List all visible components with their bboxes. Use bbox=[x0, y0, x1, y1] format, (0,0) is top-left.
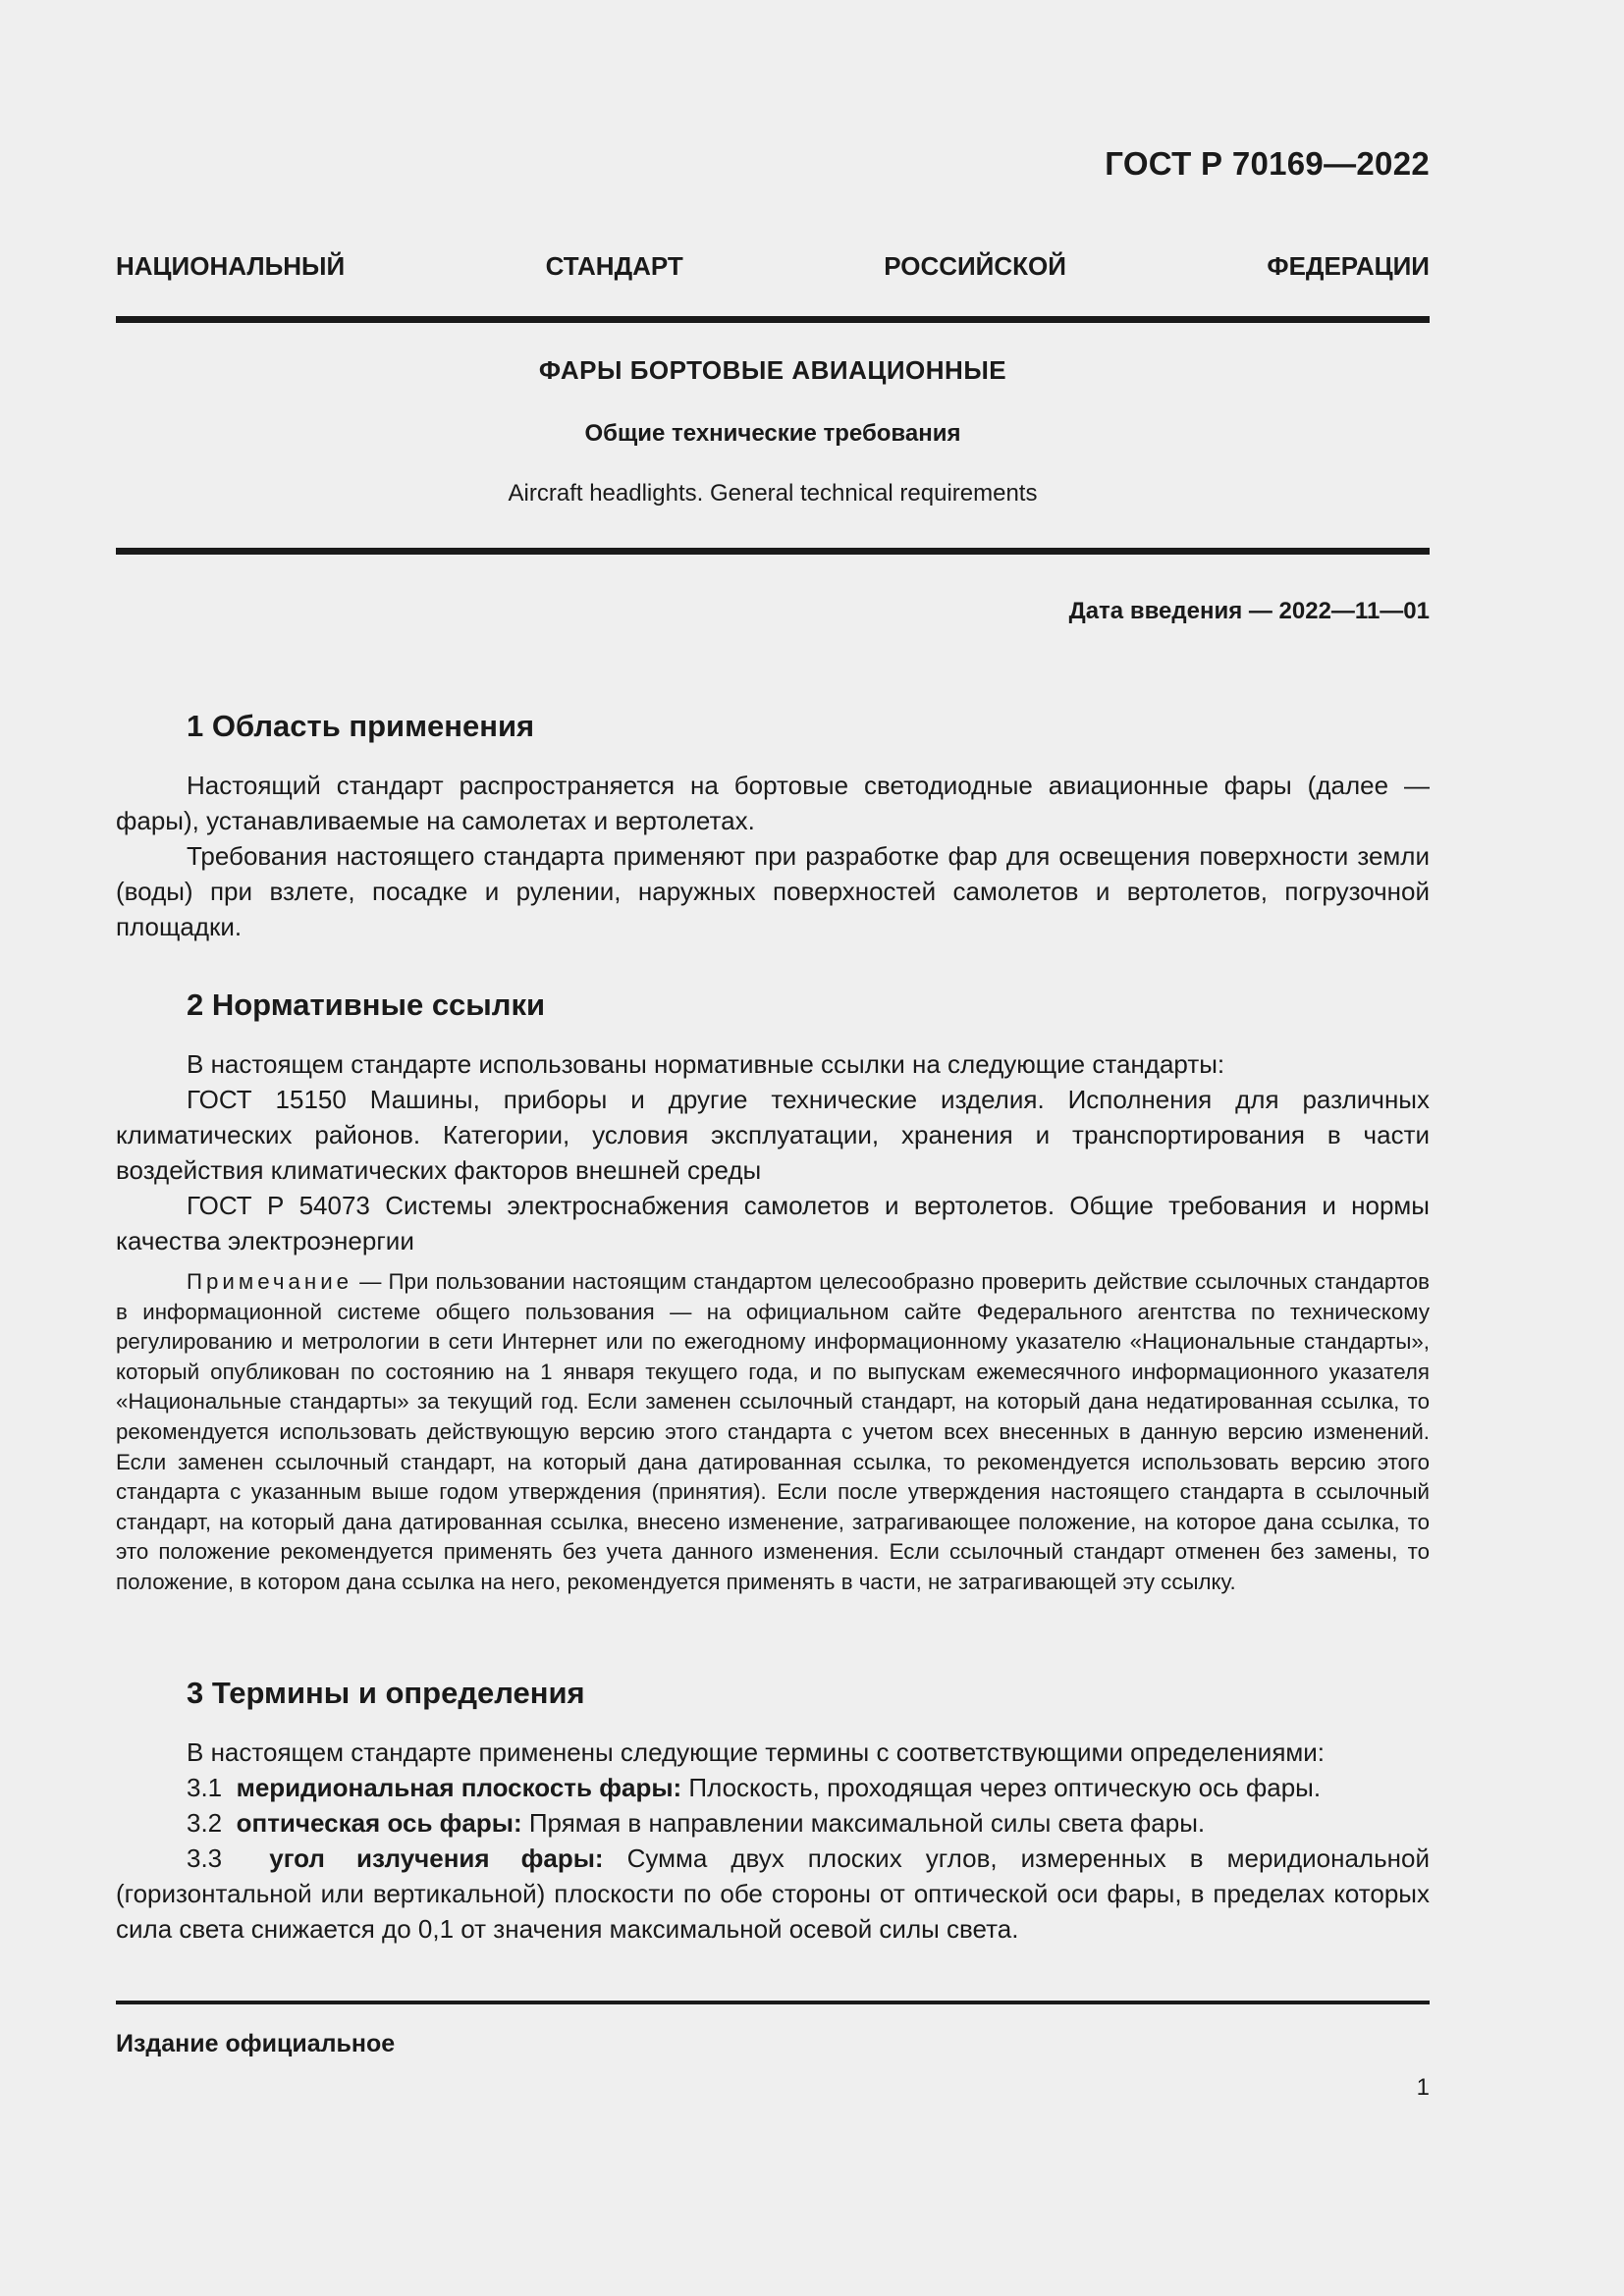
section-heading: 2 Нормативные ссылки bbox=[187, 988, 546, 1022]
term-name: угол излучения фары: bbox=[269, 1843, 604, 1873]
section-scope bbox=[116, 707, 1430, 944]
footer-rule bbox=[116, 2001, 1430, 2004]
section-heading: 3 Термины и определения bbox=[187, 1676, 585, 1710]
term-number: 3.3 bbox=[187, 1843, 223, 1873]
document-code: ГОСТ Р 70169—2022 bbox=[1105, 145, 1430, 182]
term-definition bbox=[116, 1805, 1430, 1841]
term-number: 3.1 bbox=[187, 1773, 223, 1802]
term-definition bbox=[116, 1770, 1430, 1805]
section-normative-references bbox=[116, 986, 1430, 1598]
title-bottom-rule bbox=[116, 548, 1430, 555]
term-definition bbox=[116, 1841, 1430, 1947]
page-number: 1 bbox=[1416, 2074, 1430, 2101]
section-heading: 1 Область применения bbox=[187, 709, 535, 743]
official-edition-label: Издание официальное bbox=[116, 2030, 396, 2057]
term-number: 3.2 bbox=[187, 1808, 223, 1838]
document-subtitle: Общие технические требования bbox=[584, 420, 961, 447]
term-name: оптическая ось фары: bbox=[236, 1808, 522, 1838]
paragraph: Требования настоящего стандарта применяют при разработке фар для освещения поверхности земли (воды) при взлете, посадке и рулении, наружных поверхностей самолетов и вертолетов, погрузочной площадки. bbox=[116, 841, 1430, 941]
section-terms-definitions bbox=[116, 1674, 1430, 1947]
term-text: Плоскость, проходящая через оптическую ось фары. bbox=[681, 1773, 1322, 1802]
document-title: ФАРЫ БОРТОВЫЕ АВИАЦИОННЫЕ bbox=[538, 355, 1007, 385]
note-paragraph bbox=[116, 1267, 1430, 1598]
term-text: Сумма двух плоских углов, измеренных в меридиональной (горизонтальной или вертикальной) плоскости по обе стороны от оптической оси фары, в пределах которых сила света снижается до 0,1 от значения максимальной осевой силы света. bbox=[116, 1843, 1430, 1944]
term-text: Прямая в направлении максимальной силы света фары. bbox=[521, 1808, 1206, 1838]
document-title-english: Aircraft headlights. General technical requirements bbox=[508, 480, 1038, 507]
paragraph: В настоящем стандарте применены следующие термины с соответствующими определениями: bbox=[187, 1737, 1326, 1767]
introduction-date: Дата введения — 2022—11—01 bbox=[1068, 598, 1430, 624]
note-text: — При пользовании настоящим стандартом целесообразно проверить действие ссылочных стандартов в информационной системе общего пользования — на официальном сайте Федерального агентства по техническому регулированию и метрологии в сети Интернет или по ежегодному информационному указателю «Национальные стандарты», который опубликован по состоянию на 1 января текущего года, и по выпускам ежемесячного информационного указателя «Национальные стандарты» за текущий год. Если заменен ссылочный стандарт, на который дана недатированная ссылка, то рекомендуется использовать действующую версию этого стандарта с учетом всех внесенных в данную версию изменений. Если заменен ссылочный стандарт, на который дана датированная ссылка, то рекомендуется использовать версию этого стандарта с указанным выше годом утверждения (принятия). Если после утверждения настоящего стандарта в ссылочный стандарт, на который дана датированная ссылка, внесено изменение, затрагивающее положение, на которое дана ссылка, то это положение рекомендуется применять без учета данного изменения. Если ссылочный стандарт отменен без замены, то положение, в котором дана ссылка на него, рекомендуется применять в части, не затрагивающей эту ссылку. bbox=[116, 1269, 1430, 1594]
note-label: Примечание bbox=[187, 1269, 353, 1294]
reference-gost-15150: ГОСТ 15150 Машины, приборы и другие технические изделия. Исполнения для различных климатических районов. Категории, условия эксплуатации, хранения и транспортирования в части воздействия климатических факторов внешней среды bbox=[116, 1085, 1430, 1185]
top-rule bbox=[116, 316, 1430, 323]
paragraph: Настоящий стандарт распространяется на бортовые светодиодные авиационные фары (далее — фары), устанавливаемые на самолетах и вертолетах. bbox=[116, 771, 1430, 835]
term-name: меридиональная плоскость фары: bbox=[236, 1773, 682, 1802]
paragraph: В настоящем стандарте использованы нормативные ссылки на следующие стандарты: bbox=[187, 1049, 1225, 1079]
reference-gost-r-54073: ГОСТ Р 54073 Системы электроснабжения самолетов и вертолетов. Общие требования и нормы качества электроэнергии bbox=[116, 1191, 1430, 1255]
national-standard-label: НАЦИОНАЛЬНЫЙ СТАНДАРТ РОССИЙСКОЙ ФЕДЕРАЦИИ bbox=[116, 251, 1430, 281]
